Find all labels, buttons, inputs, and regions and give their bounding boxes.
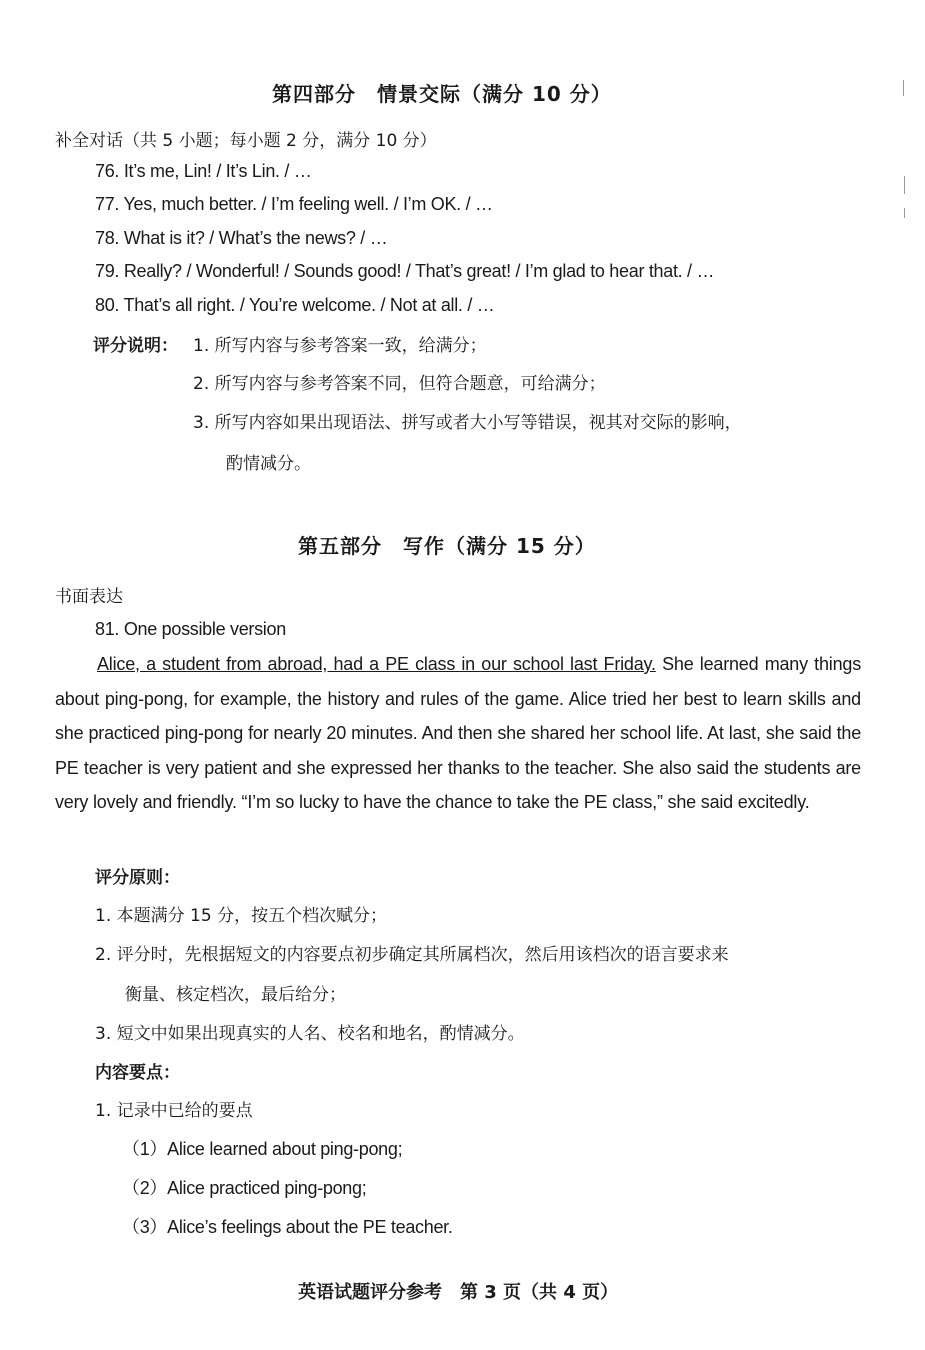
principles-label: 评分原则： xyxy=(95,868,180,888)
content-point-3: （3）Alice’s feelings about the PE teacher. xyxy=(122,1217,453,1237)
content-item-1: 1. 记录中已给的要点 xyxy=(95,1101,253,1121)
part4-heading: 第四部分 情景交际（满分 10 分） xyxy=(272,82,612,106)
content-point-2: （2）Alice practiced ping-pong; xyxy=(122,1178,367,1198)
principle-1: 1. 本题满分 15 分，按五个档次赋分； xyxy=(95,906,388,926)
part5-heading: 第五部分 写作（满分 15 分） xyxy=(298,534,596,558)
answer-76: 76. It’s me, Lin! / It’s Lin. / … xyxy=(95,161,312,181)
essay-first-sentence: Alice, a student from abroad, had a PE class in our school last Friday. xyxy=(97,654,656,674)
scoring-note-2: 2. 所写内容与参考答案不同，但符合题意，可给满分； xyxy=(193,374,606,394)
answer-80: 80. That’s all right. / You’re welcome. / Not at all. / … xyxy=(95,295,495,315)
scan-mark xyxy=(904,208,905,218)
answer-78: 78. What is it? / What’s the news? / … xyxy=(95,228,388,248)
content-points-label: 内容要点： xyxy=(95,1063,180,1083)
content-point-1: （1）Alice learned about ping-pong; xyxy=(122,1139,403,1159)
model-essay xyxy=(55,647,861,820)
scoring-note-3: 3. 所写内容如果出现语法、拼写或者大小写等错误，视其对交际的影响， xyxy=(193,413,742,433)
essay-body: She learned many things about ping-pong, for example, the history and rules of the game. Alice tried her best to learn skills and she practiced ping-pong for nearly 20 minutes. And then she shared her school life. At last, she said the PE teacher is very patient and she expressed her thanks to the teacher. She also said the students are very lovely and friendly. “I’m so lucky to have the chance to take the PE class,” she said excitedly. xyxy=(55,654,862,812)
scan-mark xyxy=(903,80,904,96)
scoring-notes-label: 评分说明： xyxy=(93,336,178,356)
part4-instruction: 补全对话（共 5 小题；每小题 2 分，满分 10 分） xyxy=(55,131,437,151)
answer-77: 77. Yes, much better. / I’m feeling well. / I’m OK. / … xyxy=(95,194,493,214)
principle-2: 2. 评分时，先根据短文的内容要点初步确定其所属档次，然后用该档次的语言要求来 xyxy=(95,945,729,965)
principle-3: 3. 短文中如果出现真实的人名、校名和地名，酌情减分。 xyxy=(95,1024,525,1044)
principle-2-cont: 衡量、核定档次，最后给分； xyxy=(125,985,346,1005)
answer-79: 79. Really? / Wonderful! / Sounds good! / That’s great! / I’m glad to hear that. / … xyxy=(95,261,715,281)
page-footer: 英语试题评分参考 第 3 页（共 4 页） xyxy=(298,1282,619,1303)
scoring-note-1: 1. 所写内容与参考答案一致，给满分； xyxy=(193,336,487,356)
scoring-note-3-cont: 酌情减分。 xyxy=(226,454,311,474)
scan-mark xyxy=(904,176,905,194)
part5-subheading: 书面表达 xyxy=(55,587,123,607)
question-81: 81. One possible version xyxy=(95,619,286,639)
